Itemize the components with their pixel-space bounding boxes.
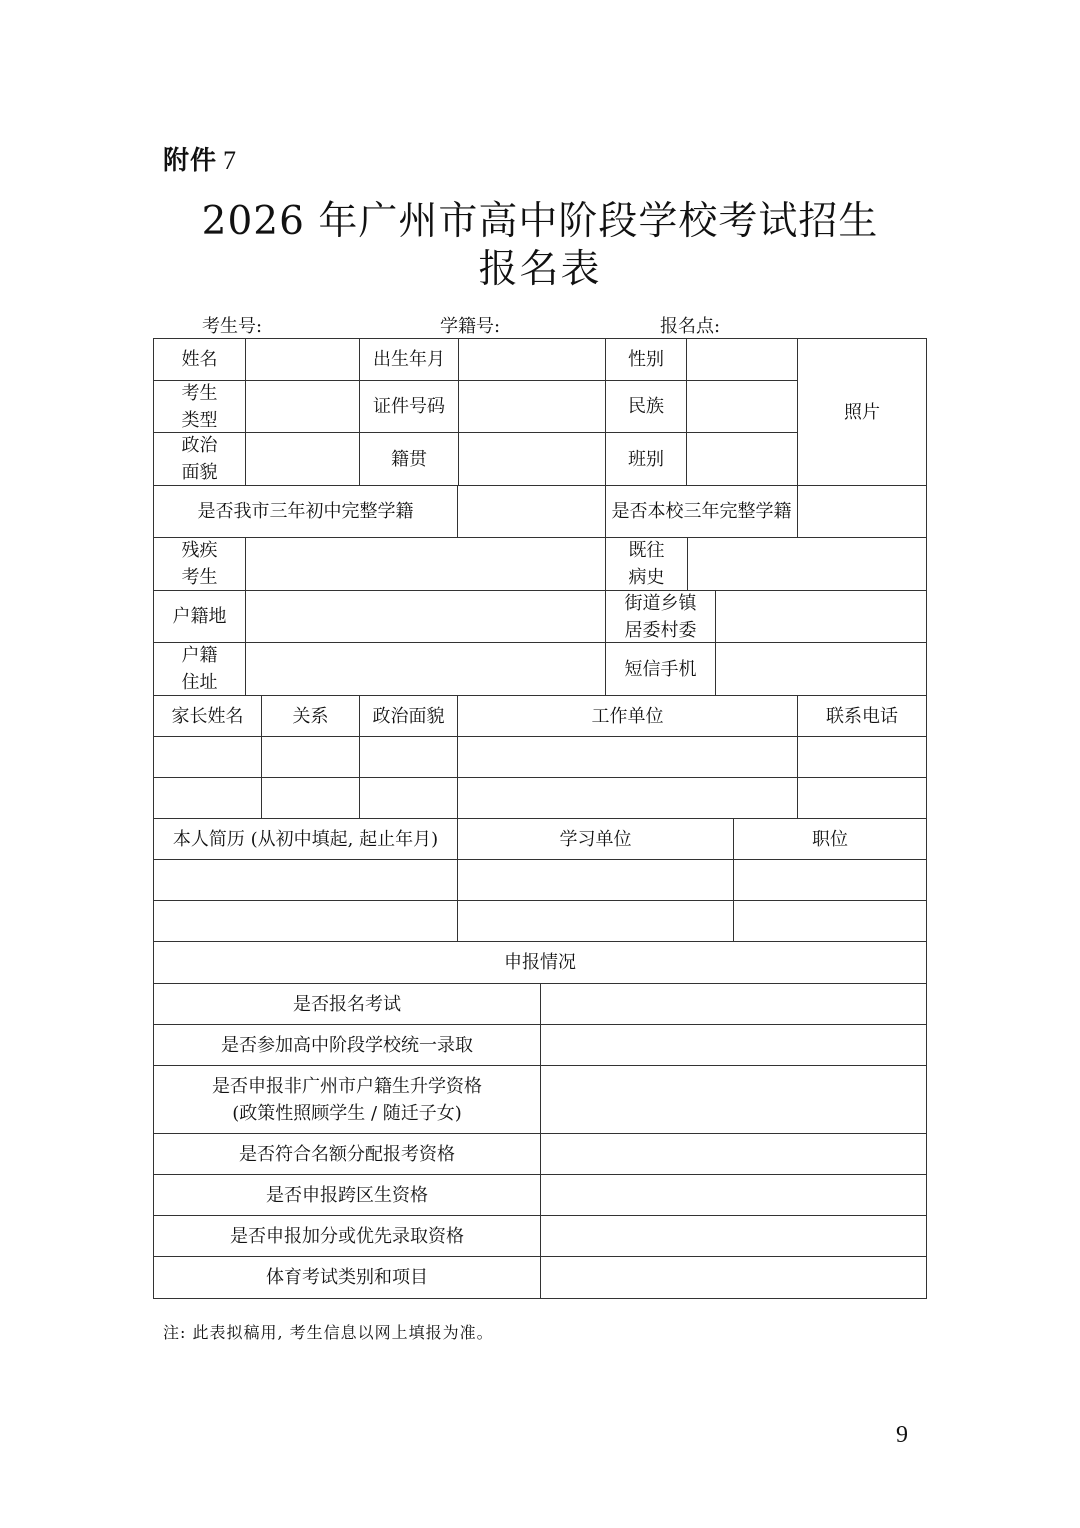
street-town-label: 街道乡镇 居委村委 xyxy=(605,590,716,643)
hukou-place-field[interactable] xyxy=(245,590,606,643)
parent2-work-field[interactable] xyxy=(457,777,798,819)
hukou-address-field[interactable] xyxy=(245,642,606,696)
parent-name-header: 家长姓名 xyxy=(153,695,262,737)
declaration-answer-field[interactable] xyxy=(540,1065,927,1134)
parent-phone-header: 联系电话 xyxy=(797,695,927,737)
declaration-answer-field[interactable] xyxy=(540,1215,927,1257)
declaration-item: 是否申报非广州市户籍生升学资格 (政策性照顾学生 / 随迁子女) xyxy=(153,1065,541,1134)
declaration-answer-field[interactable] xyxy=(540,1133,927,1175)
form-title-line2: 报名表 xyxy=(478,247,602,292)
footnote: 注: 此表拟稿用, 考生信息以网上填报为准。 xyxy=(163,1323,494,1342)
annex-label: 附件 7 xyxy=(163,146,238,176)
parent2-relation-field[interactable] xyxy=(261,777,360,819)
candidate-type-field[interactable] xyxy=(245,380,360,433)
registration-point-label: 报名点: xyxy=(660,316,721,337)
political-status-field[interactable] xyxy=(245,432,360,486)
form-title-line1: 2026 年广州市高中阶段学校考试招生 xyxy=(201,199,879,244)
native-place-field[interactable] xyxy=(458,432,606,486)
page-number: 9 xyxy=(896,1422,908,1448)
student-id-label: 学籍号: xyxy=(440,316,501,337)
resume2-position-field[interactable] xyxy=(733,900,927,942)
declaration-answer-field[interactable] xyxy=(540,983,927,1025)
native-place-label: 籍贯 xyxy=(359,432,459,486)
parent2-phone-field[interactable] xyxy=(797,777,927,819)
sms-phone-label: 短信手机 xyxy=(605,642,716,696)
declaration-item: 是否申报跨区生资格 xyxy=(153,1174,541,1216)
parent1-work-field[interactable] xyxy=(457,736,798,778)
birth-field[interactable] xyxy=(458,338,606,381)
medical-history-label: 既往 病史 xyxy=(605,537,688,591)
parent1-phone-field[interactable] xyxy=(797,736,927,778)
medical-history-field[interactable] xyxy=(687,537,927,591)
parent1-name-field[interactable] xyxy=(153,736,262,778)
hukou-address-label: 户籍 住址 xyxy=(153,642,246,696)
parent-political-header: 政治面貌 xyxy=(359,695,458,737)
registration-form xyxy=(153,338,927,1300)
political-status-label: 政治 面貌 xyxy=(153,432,246,486)
declaration-item: 体育考试类别和项目 xyxy=(153,1256,541,1299)
city-3yr-label: 是否我市三年初中完整学籍 xyxy=(153,485,458,538)
resume2-period-field[interactable] xyxy=(153,900,458,942)
parent-relation-header: 关系 xyxy=(261,695,360,737)
declaration-answer-field[interactable] xyxy=(540,1024,927,1066)
parent-work-header: 工作单位 xyxy=(457,695,798,737)
candidate-no-label: 考生号: xyxy=(202,316,263,337)
class-field[interactable] xyxy=(686,432,798,486)
parent2-political-field[interactable] xyxy=(359,777,458,819)
parent1-relation-field[interactable] xyxy=(261,736,360,778)
school-3yr-label: 是否本校三年完整学籍 xyxy=(605,485,798,538)
disabled-label: 残疾 考生 xyxy=(153,537,246,591)
annex-number: 7 xyxy=(223,146,238,175)
school-3yr-field[interactable] xyxy=(797,485,927,538)
declaration-item: 是否报名考试 xyxy=(153,983,541,1025)
street-town-field[interactable] xyxy=(715,590,927,643)
name-field[interactable] xyxy=(245,338,360,381)
photo-box[interactable]: 照片 xyxy=(797,338,927,486)
declaration-item: 是否参加高中阶段学校统一录取 xyxy=(153,1024,541,1066)
resume1-unit-field[interactable] xyxy=(457,859,734,901)
city-3yr-field[interactable] xyxy=(457,485,606,538)
declaration-answer-field[interactable] xyxy=(540,1174,927,1216)
ethnicity-label: 民族 xyxy=(605,380,687,433)
declaration-title: 申报情况 xyxy=(153,941,927,984)
disabled-field[interactable] xyxy=(245,537,606,591)
declaration-item: 是否申报加分或优先录取资格 xyxy=(153,1215,541,1257)
class-label: 班别 xyxy=(605,432,687,486)
gender-field[interactable] xyxy=(686,338,798,381)
id-number-label: 证件号码 xyxy=(359,380,459,433)
ethnicity-field[interactable] xyxy=(686,380,798,433)
resume-unit-header: 学习单位 xyxy=(457,818,734,860)
birth-label: 出生年月 xyxy=(359,338,459,381)
resume1-position-field[interactable] xyxy=(733,859,927,901)
parent1-political-field[interactable] xyxy=(359,736,458,778)
hukou-place-label: 户籍地 xyxy=(153,590,246,643)
resume1-period-field[interactable] xyxy=(153,859,458,901)
resume2-unit-field[interactable] xyxy=(457,900,734,942)
resume-period-header: 本人简历 (从初中填起, 起止年月) xyxy=(153,818,458,860)
sms-phone-field[interactable] xyxy=(715,642,927,696)
name-label: 姓名 xyxy=(153,338,246,381)
candidate-type-label: 考生 类型 xyxy=(153,380,246,433)
resume-position-header: 职位 xyxy=(733,818,927,860)
id-number-field[interactable] xyxy=(458,380,606,433)
gender-label: 性别 xyxy=(605,338,687,381)
declaration-answer-field[interactable] xyxy=(540,1256,927,1299)
declaration-item: 是否符合名额分配报考资格 xyxy=(153,1133,541,1175)
parent2-name-field[interactable] xyxy=(153,777,262,819)
